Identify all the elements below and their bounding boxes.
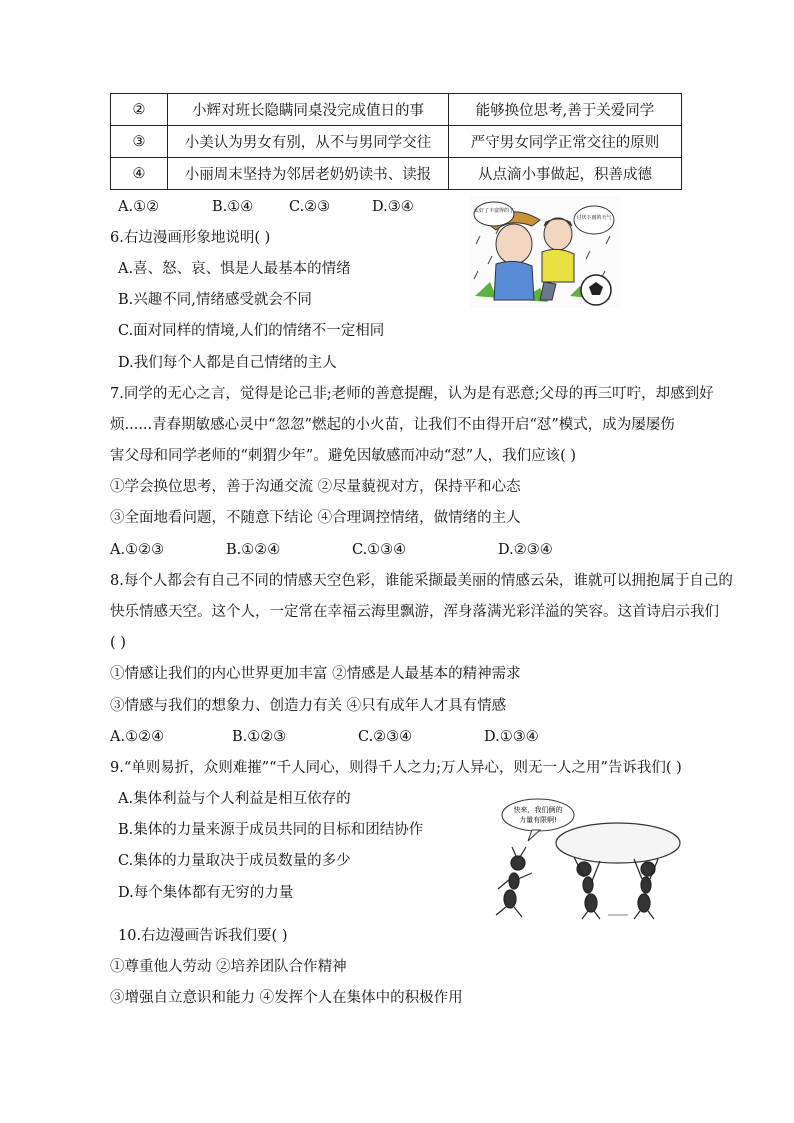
q8-option-b: B.①②③ xyxy=(232,729,287,745)
answer-table xyxy=(110,93,682,190)
q9-option-d: D.每个集体都有无穷的力量 xyxy=(118,885,294,901)
q7-option-c: C.①③④ xyxy=(352,542,407,558)
q10-stem: 10.右边漫画告诉我们要( ) xyxy=(118,928,288,944)
q7-items-2: ③全面地看问题，不随意下结论 ④合理调控情绪，做情绪的主人 xyxy=(110,510,521,526)
q9-option-b: B.集体的力量来源于成员共同的目标和团结协作 xyxy=(118,822,424,838)
emotion-comic-image xyxy=(470,196,620,308)
q7-line-3: 害父母和同学老师的“刺猬少年”。避免因敏感而冲动“怼”人，我们应该( ) xyxy=(110,448,577,464)
q8-option-c: C.②③④ xyxy=(358,729,413,745)
comic-bubble-right: 讨厌下雨的天气 xyxy=(576,215,612,221)
q8-option-a: A.①②④ xyxy=(110,729,165,745)
ants-bubble-line-2: 力量有限啊! xyxy=(519,816,557,824)
q8-option-d: D.①③④ xyxy=(484,729,539,745)
table-cell-evaluation: 能够换位思考,善于关爱同学 xyxy=(449,94,682,126)
table-row xyxy=(111,94,682,126)
comic-bubble-left: 太好了丰富得的了 xyxy=(473,208,515,214)
table-cell-evaluation: 严守男女同学正常交往的原则 xyxy=(449,126,682,158)
table-cell-num: ③ xyxy=(111,126,168,158)
q7-items-1: ①学会换位思考，善于沟通交流 ②尽量藐视对方，保持平和心态 xyxy=(110,479,521,495)
q5-option-a: A.①② xyxy=(118,199,160,215)
q7-line-2: 烦......青春期敏感心灵中“忽忽”燃起的小火苗，让我们不由得开启“怼”模式，成为屡屡伤 xyxy=(110,417,675,433)
q10-items-1: ①尊重他人劳动 ②培养团队合作精神 xyxy=(110,959,347,975)
q7-option-a: A.①②③ xyxy=(110,542,165,558)
q10-items-2: ③增强自立意识和能力 ④发挥个人在集体中的积极作用 xyxy=(110,990,463,1006)
q8-items-2: ③情感与我们的想象力、创造力有关 ④只有成年人才具有情感 xyxy=(110,698,507,714)
q5-option-c: C.②③ xyxy=(289,199,331,215)
q7-line-1: 7.同学的无心之言，觉得是论己非;老师的善意提醒，认为是有恶意;父母的再三叮咛，却感到好 xyxy=(110,386,714,402)
table-cell-evaluation: 从点滴小事做起，积善成德 xyxy=(449,158,682,190)
table-cell-event: 小丽周末坚持为邻居老奶奶读书、读报 xyxy=(168,158,449,190)
q8-line-3: ( ) xyxy=(110,635,126,651)
q6-option-d: D.我们每个人都是自己情绪的主人 xyxy=(118,355,337,371)
q9-option-a: A.集体利益与个人利益是相互依存的 xyxy=(118,791,351,807)
q6-option-b: B.兴趣不同,情绪感受就会不同 xyxy=(118,292,312,308)
table-cell-event: 小辉对班长隐瞒同桌没完成值日的事 xyxy=(168,94,449,126)
q6-option-a: A.喜、怒、哀、惧是人最基本的情绪 xyxy=(118,261,351,277)
q6-stem: 6.右边漫画形象地说明( ) xyxy=(110,230,271,246)
table-cell-num: ④ xyxy=(111,158,168,190)
q8-items-1: ①情感让我们的内心世界更加丰富 ②情感是人最基本的精神需求 xyxy=(110,666,521,682)
table-cell-event: 小美认为男女有别，从不与男同学交往 xyxy=(168,126,449,158)
q7-option-d: D.②③④ xyxy=(498,542,553,558)
table-cell-num: ② xyxy=(111,94,168,126)
table-row xyxy=(111,158,682,190)
q9-stem: 9.“单则易折，众则难摧”“千人同心，则得千人之力;万人异心，则无一人之用”告诉我们( ) xyxy=(110,760,682,776)
ants-bubble-line-1: 快来，我们俩的 xyxy=(513,806,563,814)
q9-option-c: C.集体的力量取决于成员数量的多少 xyxy=(118,853,351,869)
q8-line-1: 8.每个人都会有自己不同的情感天空色彩，谁能采撷最美丽的情感云朵，谁就可以拥抱属于自己的 xyxy=(110,573,733,589)
q5-option-b: B.①④ xyxy=(212,199,254,215)
q7-option-b: B.①②④ xyxy=(226,542,281,558)
ants-comic-image xyxy=(488,793,698,923)
q8-line-2: 快乐情感天空。这个人，一定常在幸福云海里飘游，浑身落满光彩洋溢的笑容。这首诗启示我们 xyxy=(110,604,719,620)
table-row xyxy=(111,126,682,158)
q6-option-c: C.面对同样的情境,人们的情绪不一定相同 xyxy=(118,323,385,339)
q5-option-d: D.③④ xyxy=(372,199,414,215)
